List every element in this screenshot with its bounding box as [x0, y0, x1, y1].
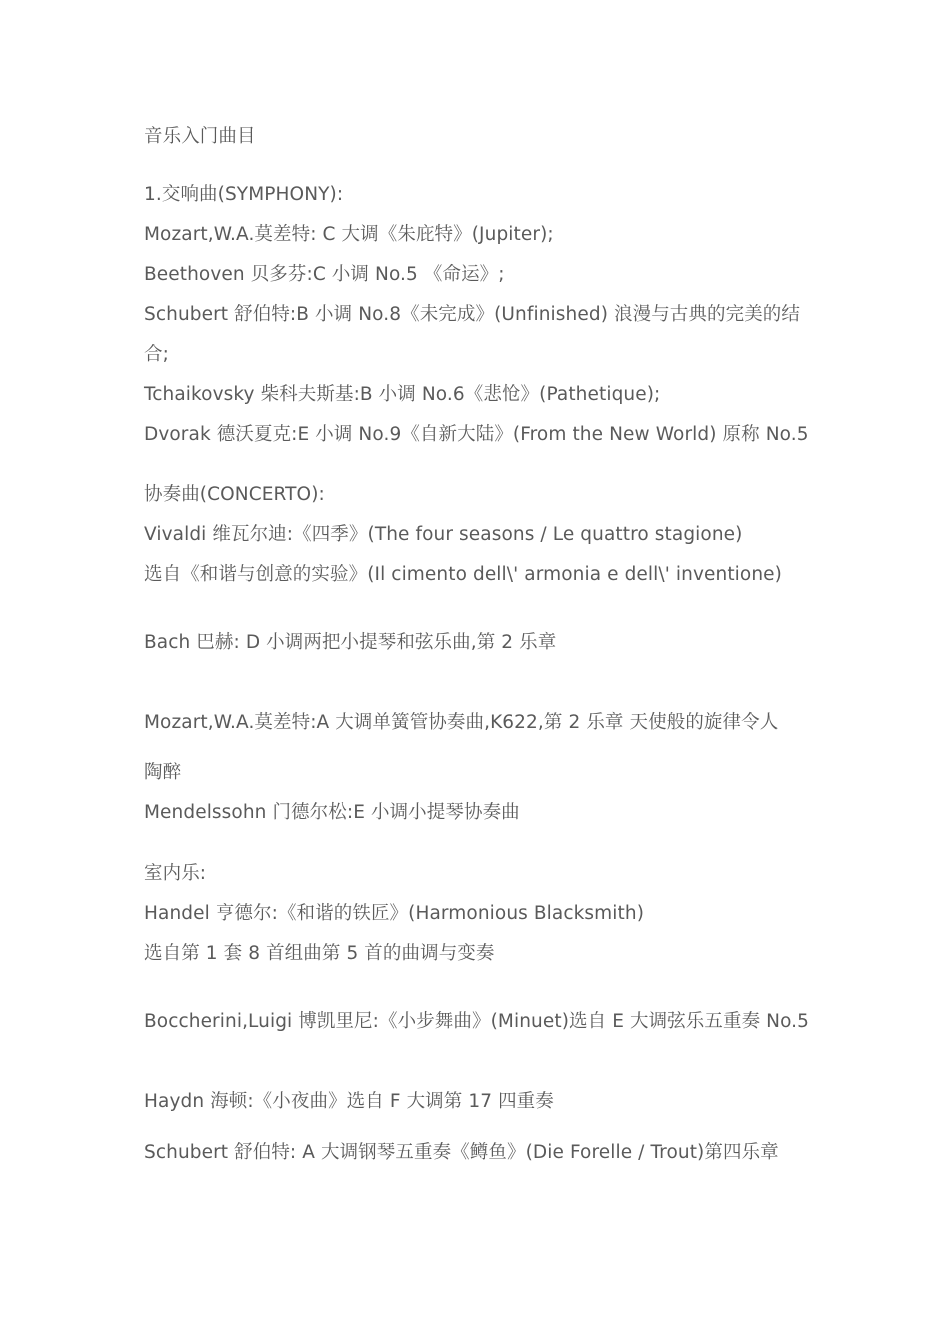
text-line: Boccherini,Luigi 博凯里尼:《小步舞曲》(Minuet)选自 E 大调弦乐五重奏 No.5	[144, 1011, 810, 1032]
text-line: Schubert 舒伯特:B 小调 No.8《未完成》(Unfinished) 浪漫与古典的完美的结	[144, 304, 800, 325]
section-heading-chamber: 室内乐:	[144, 863, 207, 884]
text-line: 选自《和谐与创意的实验》(Il cimento dell\' armonia e dell\' inventione)	[144, 564, 782, 585]
text-line: Bach 巴赫: D 小调两把小提琴和弦乐曲,第 2 乐章	[144, 632, 557, 653]
section-heading-concerto: 协奏曲(CONCERTO):	[144, 484, 325, 505]
text-line: Vivaldi 维瓦尔迪:《四季》(The four seasons / Le quattro stagione)	[144, 524, 743, 545]
text-line: 陶醉	[144, 762, 182, 783]
text-line: Mendelssohn 门德尔松:E 小调小提琴协奏曲	[144, 802, 520, 823]
document-title: 音乐入门曲目	[144, 126, 256, 147]
text-line: Handel 亨德尔:《和谐的铁匠》(Harmonious Blacksmith)	[144, 903, 645, 924]
text-line: Tchaikovsky 柴科夫斯基:B 小调 No.6《悲怆》(Pathetique);	[144, 384, 661, 405]
text-line: Mozart,W.A.莫差特:A 大调单簧管协奏曲,K622,第 2 乐章 天使般的旋律令人	[144, 712, 779, 733]
text-line: Schubert 舒伯特: A 大调钢琴五重奏《鳟鱼》(Die Forelle / Trout)第四乐章	[144, 1142, 779, 1163]
text-line: 合;	[144, 344, 169, 365]
text-line: Haydn 海顿:《小夜曲》选自 F 大调第 17 四重奏	[144, 1091, 554, 1112]
text-line: Beethoven 贝多芬:C 小调 No.5 《命运》;	[144, 264, 505, 285]
text-line: 选自第 1 套 8 首组曲第 5 首的曲调与变奏	[144, 943, 495, 964]
text-line: Dvorak 德沃夏克:E 小调 No.9《自新大陆》(From the New World) 原称 No.5	[144, 424, 809, 445]
text-line: Mozart,W.A.莫差特: C 大调《朱庇特》(Jupiter);	[144, 224, 554, 245]
section-heading-symphony: 1.交响曲(SYMPHONY):	[144, 184, 344, 205]
